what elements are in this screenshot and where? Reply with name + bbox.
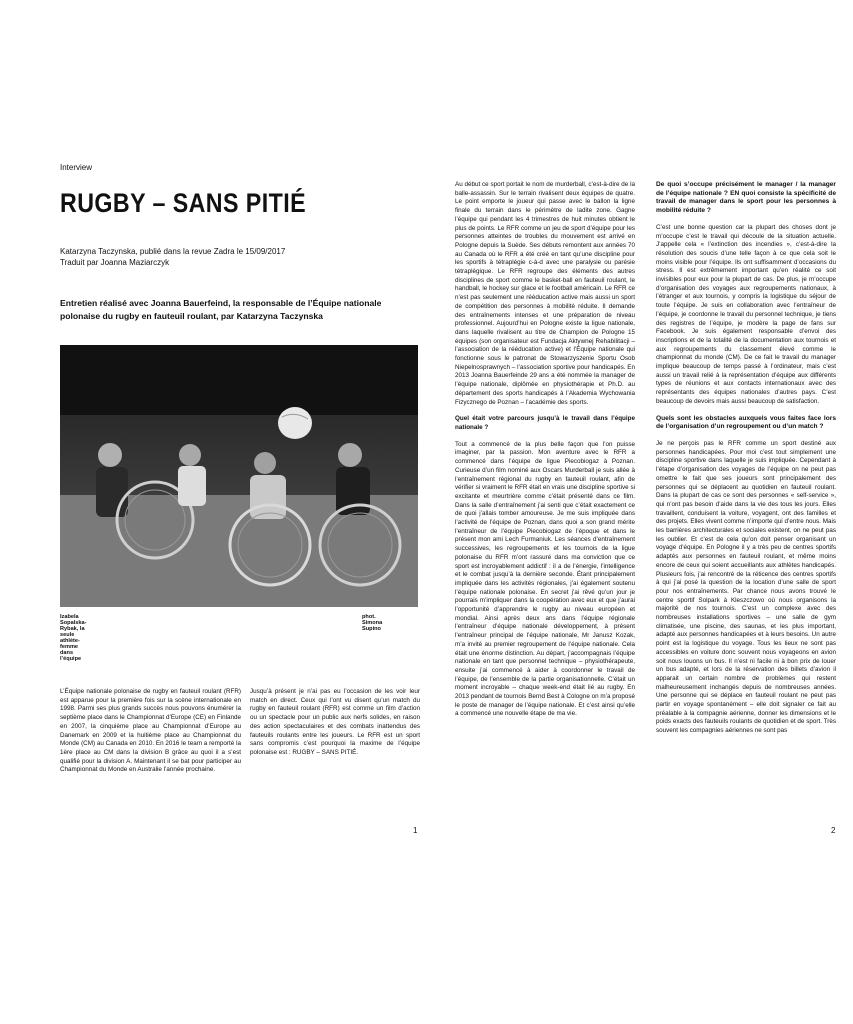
byline (60, 246, 420, 268)
page-number-1: 1 (413, 826, 418, 835)
article-title: RUGBY – SANS PITIÉ (60, 188, 307, 218)
rugby-photo-illustration (60, 345, 418, 607)
col3-paragraph-2: Tout a commencé de la plus belle façon que l’on puisse imaginer, par la passion. Mon aventure avec le RFR a commencé dans l’équipe de ligue Piecobiogaz à Poznan. Curieuse d’un film nominé aux Oscars Murderball je suis allée à l’entraînement régional du rugby en fauteuil roulant, afin de vérifier si vraiment le RFR était en vrais une discipline sportive si excitante et meurtrière comme c’était présenté dans ce film. Dans la salle d’entraînement j’ai senti que c’était exactement ce de quoi j’allais tomber amoureuse. Je me suis impliquée dans l’activité de l’équipe de Poznan, dans quoi a son grand mérite l’entraîneur de l’équipe Piecobiogaz de l’époque et dans le présent mon ami Lech Furmaniuk. Les séances d’entraînement successives, les regroupements et les tournois de la ligue polonaise du RFR m’ont rassuré dans ma conviction que ce sport est incroyablement addictif : il a de l’énergie, l’intelligence et le combat jusqu’à la dernière seconde. Étant principalement impliquée dans les activités régionales, j’ai également soutenu l’équipe nationale polonaise. En secret j’ai rêvé qu’un jour je pourrais m’impliquer dans la coopération avec eux et que j’aurai l’opportunité d’apprendre le rugby au niveau européen et mondial. Ainsi après deux ans dans l’équipe régionale l’entraîneur d’équipe nationale développement, à présent l’entraîneur principal de l’équipe nationale, Mr Janusz Kozak, m’a invité au premier regroupement de l’équipe nationale. Cela était une énorme distinction. Au départ, j’accompagnais l’équipe nationale en tant que personnel technique – physiothérapeute, ensuite j’ai commencé à aider à coordonner le travail de l’équipe, de l’ensemble de la partie organisationnelle. C’était un moment incroyable – chaque week-end était lié au rugby. En 2013 pendant de tournois Bernd Best à Cologne on m’a proposé le poste de manager de l’équipe nationale. Et c’est ainsi qu’elle a commencé une nouvelle étape de ma vie. (455, 440, 635, 718)
question-2: Quels sont les obstacles auxquels vous faites face lors de l’organisation d’un regroupement ou d’un match ? (656, 414, 836, 431)
intro-column-1 (60, 688, 241, 783)
column-3 (455, 181, 635, 727)
intro-paragraph-2: Jusqu’à présent je n’ai pas eu l’occasion de les voir leur match en direct. Ceux qui l’ont vu disent qu’un match du rugby en fauteuil roulant (RFR) est comme un film d’action ou un spectacle pour un public aux nerfs solides, en raison des action spectaculaires et des combats inattendus des fauteuils roulants entre les joueurs. Le RFR est un sport sans compromis c’est pourquoi la maxime de l’équipe polonaise est : RUGBY – SANS PITIÉ. (250, 688, 420, 756)
page-number-2: 2 (831, 826, 836, 835)
photo-caption: Izabela Sopalska-Rybak, la seule athlète-femme dans l’équipe (60, 614, 87, 662)
rugby-photo (60, 345, 418, 607)
section-label: Interview (60, 163, 93, 172)
answer-1: C’est une bonne question car la plupart des choses dont je m’occupe c’est le travail qui découle de la situation actuelle. J’appelle cela « l’extinction des incendies », c’est-à-dire la résolution des soucis d’une telle façon à ce que cela soit le moins visible pour l’équipe. Ils ont suffisamment d’occasions du stress. Il est extrêmement important qu’en réalité ce soit invisibles pour eux pour la plupart de cas. De plus, je m’occupe d’organisation des voyages aux regroupements nationaux, à l’étranger et aux tournois, y compris la logistique du séjour de toute l’équipe. Je suis en collaboration avec l’entraîneur de l’équipe, je coordonne le travail du personnel technique, je tiens des registres de l’équipe, je modère la page de fans sur Facebook. Je suis également responsable d’envoi des inscriptions et de la totalité de la documentation aux tournois et aux regroupements du classement élevé comme le championnat du monde (CM). De ce fait le travail du manager implique beaucoup de temps passé à l’ordinateur, mais c’est aussi un travail relié à la représentation d’équipe aux différents types de réunions et aux contacts internationaux avec des représentants des équipes nationales d’autres pays. C’est beaucoup de devoirs mais aussi beaucoup de satisfaction. (656, 223, 836, 405)
photo-credit: phot. Simona Supino (362, 614, 383, 632)
byline-author: Katarzyna Taczynska, publié dans la revue Zadra le 15/09/2017 (60, 247, 286, 256)
col3-paragraph-1: Au début ce sport portait le nom de murderball, c’est-à-dire de la balle-assassin. Sur le terrain rivalisent deux équipes de quatre. Le point emporte le joueur qui passe avec le ballon la ligne finale du terrain dans le périmètre de ladite zone. Gagne l’équipe qui pendant les 4 trimestres de huit minutes obtient le plus de points. Le RFR comme un jeu de sport d’équipe pour les personnes atteintes de troubles du mouvement est arrivé en Pologne depuis la Suède. Ses débuts remontent aux années 70 au Canada où le RFR a été créé en tant qu’une discipline pour les sportifs à tétraplégie c-à-d avec une paralysie ou parésie tétraplégique. Le RFR regroupe des éléments des autres disciplines de sport comme le basket-ball en fauteuil roulant, le handball, le hockey sur glace et le football américain. Le RFR ce n’est pas seulement une rééducation active mais aussi un sport de compétition des personnes à mobilité réduite. Il demande des entraînements intenses et une préparation de niveau professionnel. Aujourd’hui en Pologne existe la ligue nationale, dans laquelle rivalisent au titre de Champion de Pologne 15 équipes (son organisateur est Fundacja Aktywnej Rehabilitacji – l’association de la rééducation active) et l’Équipe nationale qui fonctionne sous le patronat de Stowarzyszenie Sportu Osob Niepelnosprawnych – l’association sportive pour handicapés. En 2013 Joanna Bauerfeinde 29 ans a été nommée la manager de l’équipe nationale, diplômée en physiothérapie et Ph.D. au département des sports handicapés à l’Akademia Wychowania Fizycznego de Poznan – l’académie des sports. (455, 181, 635, 406)
col3-question: Quel était votre parcours jusqu’à le travail dans l’équipe nationale ? (455, 415, 635, 431)
intro-paragraph-1: L’Équipe nationale polonaise de rugby en fauteuil roulant (RFR) est apparue pour la première fois sur la scène internationale en 1998. Parmi ses plus grands succès nous pouvons énumérer la septième place dans le Championnat d’Europe (CE) en Finlande en 2007, la cinquième place au Championnat d’Europe au Danemark en 2009 et la huitième place au Championnat du Monde (CM) au Canada en 2010. En 2016 le team a remporté la 1ère place au CM dans la division B grâce au quoi il a s’est qualifié pour la division A. Maintenant il se bat pour participer au Championnat du Monde en Australie l’année prochaine. (60, 688, 241, 774)
intro-column-2 (250, 688, 420, 766)
byline-translator: Traduit par Joanna Maziarczyk (60, 258, 170, 267)
lead-paragraph: Entretien réalisé avec Joanna Bauerfeind, la responsable de l’Équipe nationale polonaise du rugby en fauteuil roulant, par Katarzyna Taczynska (60, 298, 382, 321)
answer-2: Je ne perçois pas le RFR comme un sport destiné aux personnes handicapées. Pour moi c’est tout simplement une discipline sportive dans laquelle je suis impliquée. Cependant à l’étape d’organisation des voyages de l’équipe on ne peut pas omettre le fait que ses joueurs sont principalement des personnes qui se déplacent au quotidien en fauteuil roulant. Dans la plupart de cas ce sont des personnes « self-service », qui n’ont pas besoin d’aide dans la vie des tous les jours. Elles travaillent, conduisent la voiture, voyagent, ont des familles et des projets. Elles vivent comme n’importe qui d’entre nous. Mais les barrières architecturales et sociales existent, on ne peut pas les oublier. Et c’est de cela qu’on doit penser organisant un voyage d’équipe. En Pologne il y a très peu de centres sportifs adaptés aux personnes en fauteuil roulant, et même moins encore de ceux qui soient accueillants aux athlètes handicapés. Plusieurs fois, j’ai rencontré de la réticence des centres sportifs à qui j’ai posé la question de la location d’une salle de sport pour nos entraînements. Par chance nous avons trouvé le centre sportif Solpark à Kleszczowo où nous organisons la majorité de nos tournois. C’est un complexe avec des nombreuses installations sportives – une salle de gym climatisée, une piscine, des saunas, et les plus important, adapté aux personnes handicapées et à leurs besoins. Un autre point est la logistique du voyage. Tous les lieux ne sont pas accessibles en voiture donc souvent nous voyageons en avion soit nous louons un bus. Il n’est ni facile ni à bon prix de louer un bus adapté, et lors de la réservation des billets d’avion il apparait un certain nombre de problèmes qui restent malheureusement inchangés depuis de nombreuses années. Une personne qui se déplace en fauteuil roulant ne peut pas partir en voyage spontanément – elle doit signaler ce fait au préalable à la compagnie aérienne, donner les dimensions et le poids exacts des fauteuils roulants de quotidien et de sport. Très souvent les compagnies aériennes ne sont pas (656, 439, 836, 735)
column-4 (656, 181, 836, 744)
question-1: De quoi s’occupe précisément le manager / la manager de l’équipe nationale ? EN quoi consiste la spécificité de travail de manager dans le sport pour les personnes à mobilité réduite ? (656, 181, 836, 215)
